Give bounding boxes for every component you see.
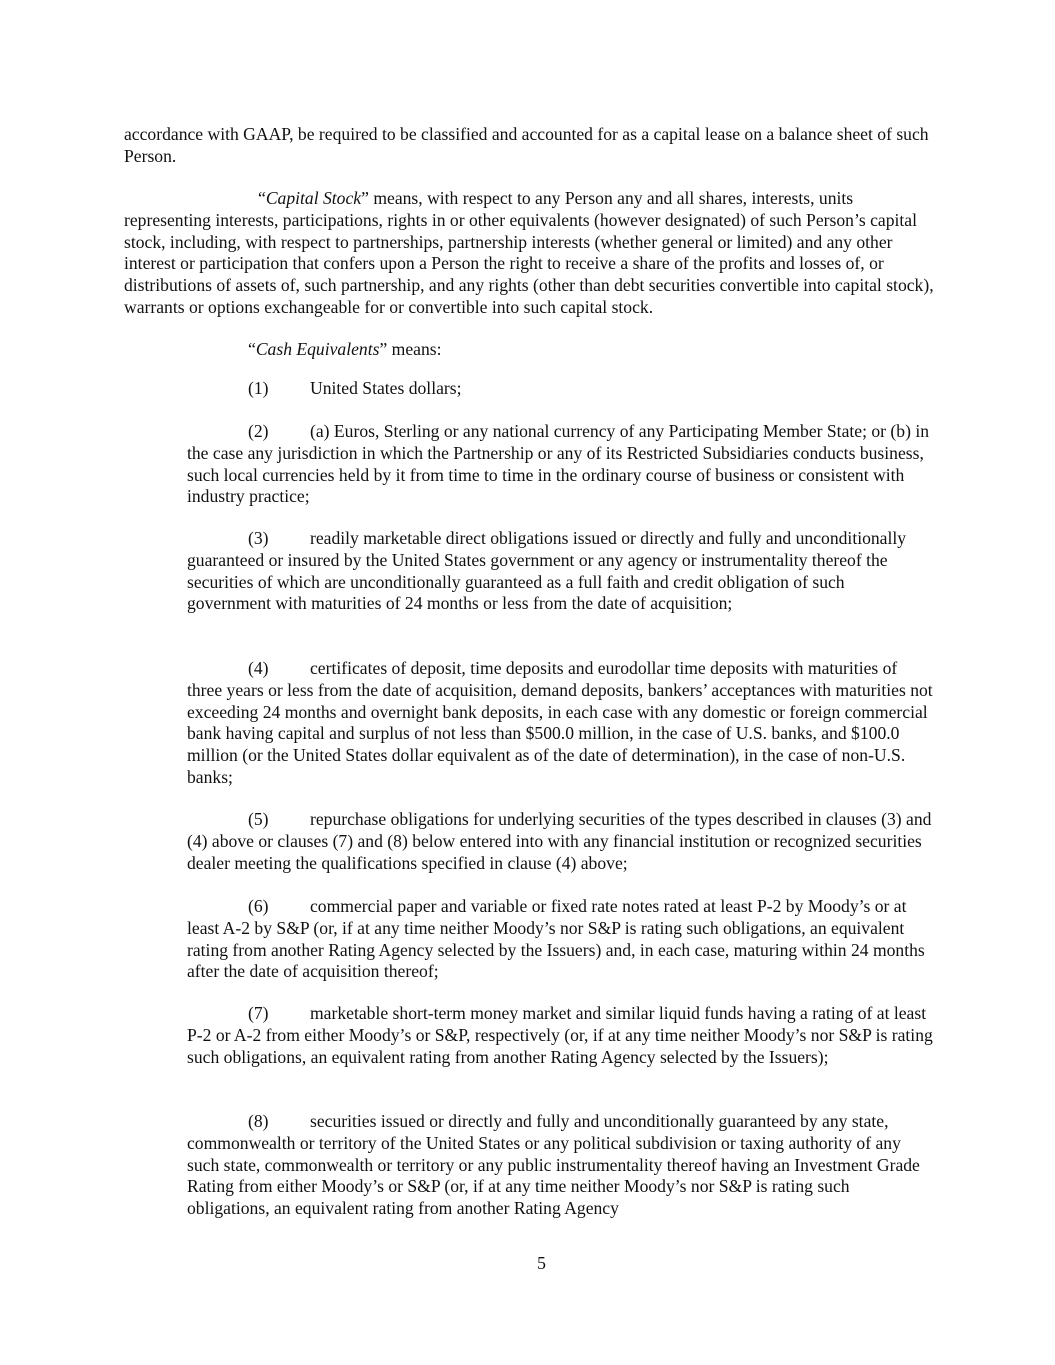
clause-2: [187, 421, 933, 508]
clause-text: (a) Euros, Sterling or any national currency of any Participating Member State; or (b) in the case any jurisdiction in which the Partnership or any of its Restricted Subsidiaries conducts business, such local currencies held by it from time to time in the ordinary course of business or consistent with industry practice;: [187, 421, 930, 507]
clause-number: (7): [248, 1003, 269, 1023]
clause-number: (3): [248, 528, 269, 548]
capital-stock-body: means, with respect to any Person any and all shares, interests, units representing interests, participations, rights in or other equivalents (however designated) of such Person’s capital stock, including, with respect to partnerships, partnership interests (whether general or limited) and any other interest or participation that confers upon a Person the right to receive a share of the profits and losses of, or distributions of assets of, such partnership, and any rights (other than debt securities convertible into capital stock), warrants or options exchangeable for or convertible into such capital stock.: [124, 188, 934, 317]
clause-text: commercial paper and variable or fixed rate notes rated at least P-2 by Moody’s or at least A-2 by S&P (or, if at any time neither Moody’s nor S&P is rating such obligations, an equivalent rating from another Rating Agency selected by the Issuers) and, in each case, maturing within 24 months after the date of acquisition thereof;: [187, 896, 925, 982]
clause-text: marketable short-term money market and similar liquid funds having a rating of at least P-2 or A-2 from either Moody’s or S&P, respectively (or, if at any time neither Moody’s nor S&P is rating such obligations, an equivalent rating from another Rating Agency selected by the Issuers);: [187, 1003, 933, 1067]
capital-stock-definition: [124, 188, 936, 319]
clause-3: [187, 528, 933, 615]
clause-number: (6): [248, 896, 269, 916]
cash-equivalents-open-quote: “: [248, 339, 256, 359]
clause-number: (5): [248, 809, 269, 829]
clause-8: [187, 1111, 933, 1220]
clause-text: United States dollars;: [310, 378, 462, 398]
cash-equivalents-close-quote: ”: [379, 339, 388, 359]
capital-stock-term: Capital Stock: [265, 188, 362, 208]
clause-number: (4): [248, 658, 269, 678]
clause-number: (1): [248, 378, 269, 398]
cash-equivalents-body: means:: [387, 339, 442, 359]
clause-text: securities issued or directly and fully and unconditionally guaranteed by any state, commonwealth or territory of the United States or any political subdivision or taxing authority of any such state, commonwealth or territory or any public instrumentality thereof having an Investment Grade Rating from either Moody’s or S&P (or, if at any time neither Moody’s nor S&P is rating such obligations, an equivalent rating from another Rating Agency: [187, 1111, 920, 1219]
clause-text: certificates of deposit, time deposits and eurodollar time deposits with maturities of three years or less from the date of acquisition, demand deposits, bankers’ acceptances with maturities not exceeding 24 months and overnight bank deposits, in each case with any domestic or foreign commercial bank having capital and surplus of not less than $500.0 million, in the case of U.S. banks, and $100.0 million (or the United States dollar equivalent as of the date of determination), in the case of non-U.S. banks;: [187, 658, 933, 787]
page-number: 5: [537, 1253, 546, 1273]
clause-7: [187, 1003, 933, 1068]
clause-6: [187, 896, 933, 983]
clause-text: repurchase obligations for underlying securities of the types described in clauses (3) and (4) above or clauses (7) and (8) below entered into with any financial institution or recognized securities dealer meeting the qualifications specified in clause (4) above;: [187, 809, 932, 873]
clause-5: [187, 809, 933, 874]
continuation-paragraph: accordance with GAAP, be required to be classified and accounted for as a capital lease on a balance sheet of such Person.: [124, 124, 929, 166]
clause-text: readily marketable direct obligations issued or directly and fully and unconditionally guaranteed or insured by the United States government or any agency or instrumentality thereof the securities of which are unconditionally guaranteed as a full faith and credit obligation of such government with maturities of 24 months or less from the date of acquisition;: [187, 528, 907, 614]
capital-stock-close-quote: ”: [361, 188, 369, 208]
capital-stock-open-quote: “: [258, 188, 266, 208]
cash-equivalents-definition: [248, 339, 442, 361]
clause-number: (8): [248, 1111, 269, 1131]
clause-1: [187, 378, 933, 400]
cash-equivalents-term: Cash Equivalents: [255, 339, 380, 359]
clause-number: (2): [248, 421, 269, 441]
clause-4: [187, 658, 933, 789]
